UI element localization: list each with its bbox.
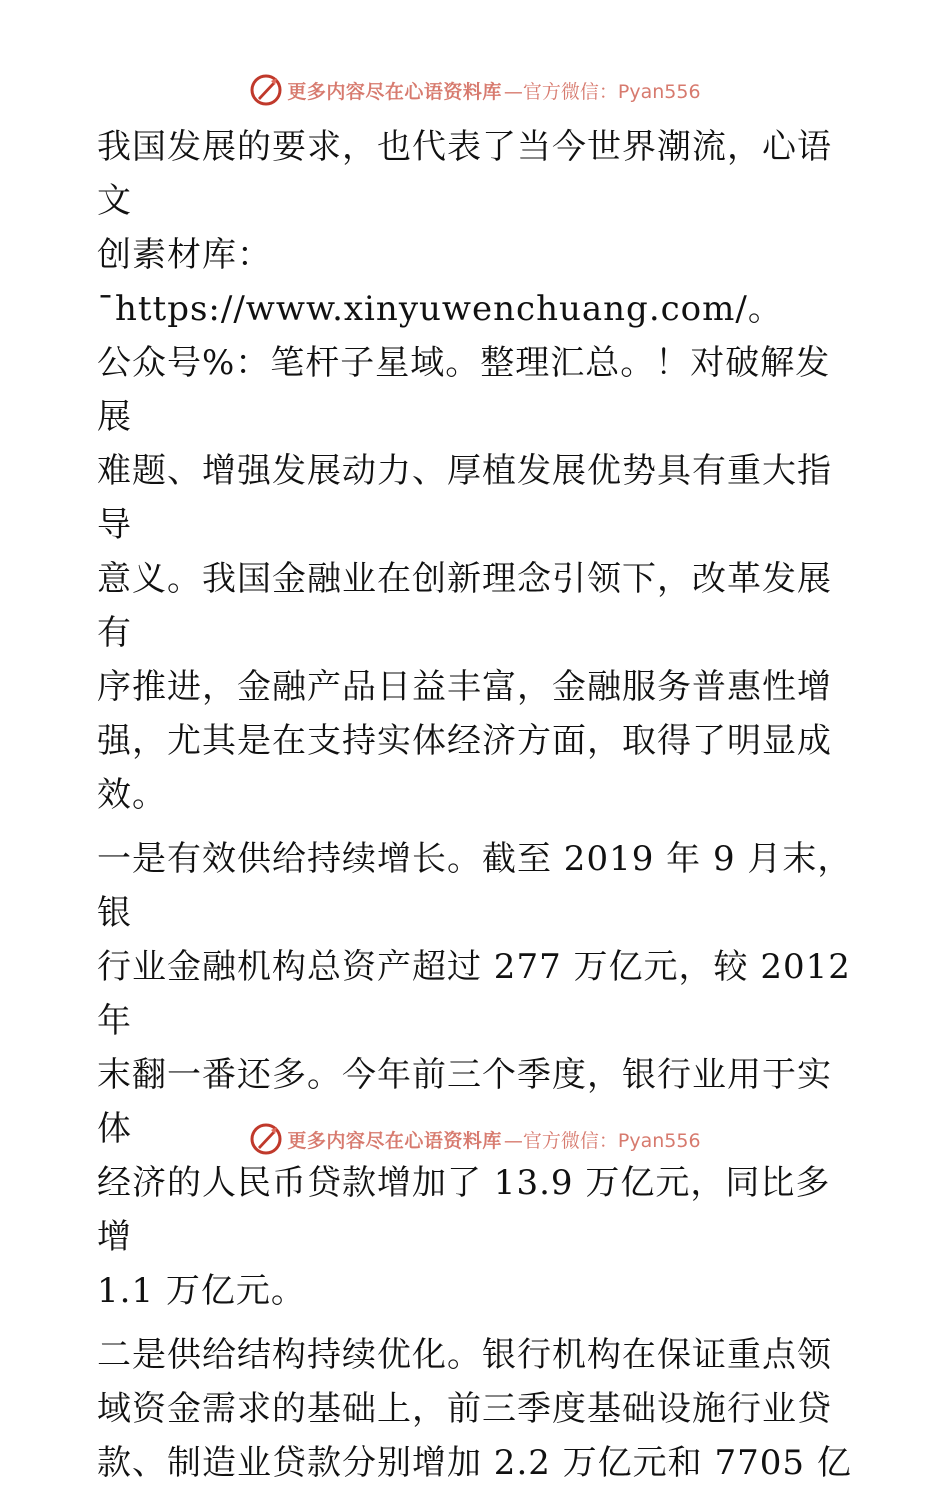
paragraph-intro: 我国发展的要求，也代表了当今世界潮流，心语文 创素材库：¯https://www.xinyuwenchuang.com/。 公众号%：笔杆子星域。整理汇总。！对破解发展 难题、增强发展动力、厚植发展优势具有重大指导 意义。我国金融业在创新理念引领下，改革发展有 序推进，金融产品日益丰富，金融服务普惠性增 强，尤其是在支持实体经济方面，取得了明显成 效。 [97, 127, 832, 815]
header-banner-wechat: —官方微信：Pyan556 [503, 80, 701, 103]
header-banner [0, 70, 950, 110]
paragraph-effective-supply: 一是有效供给持续增长。截至 2019 年 9 月末，银 行业金融机构总资产超过 277 万亿元，较 2012 年 末翻一番还多。今年前三个季度，银行业用于实体 经济的人民币贷款增加了 13.9 万亿元，同比多增 1.1 万亿元。 [97, 839, 853, 1311]
header-banner-text: 更多内容尽在心语资料库 [287, 80, 502, 103]
footer-banner-text: 更多内容尽在心语资料库 [287, 1129, 502, 1152]
footer-banner-wechat: —官方微信：Pyan556 [503, 1129, 701, 1152]
document-body [97, 120, 857, 1490]
quill-circle-logo-icon [249, 1122, 283, 1156]
footer-banner [0, 1119, 950, 1159]
paragraph-supply-structure: 二是供给结构持续优化。银行机构在保证重点领 域资金需求的基础上，前三季度基础设施行业贷 款、制造业贷款分别增加 2.2 万亿元和 7705 亿 [97, 1335, 852, 1483]
quill-circle-logo-icon [249, 73, 283, 107]
